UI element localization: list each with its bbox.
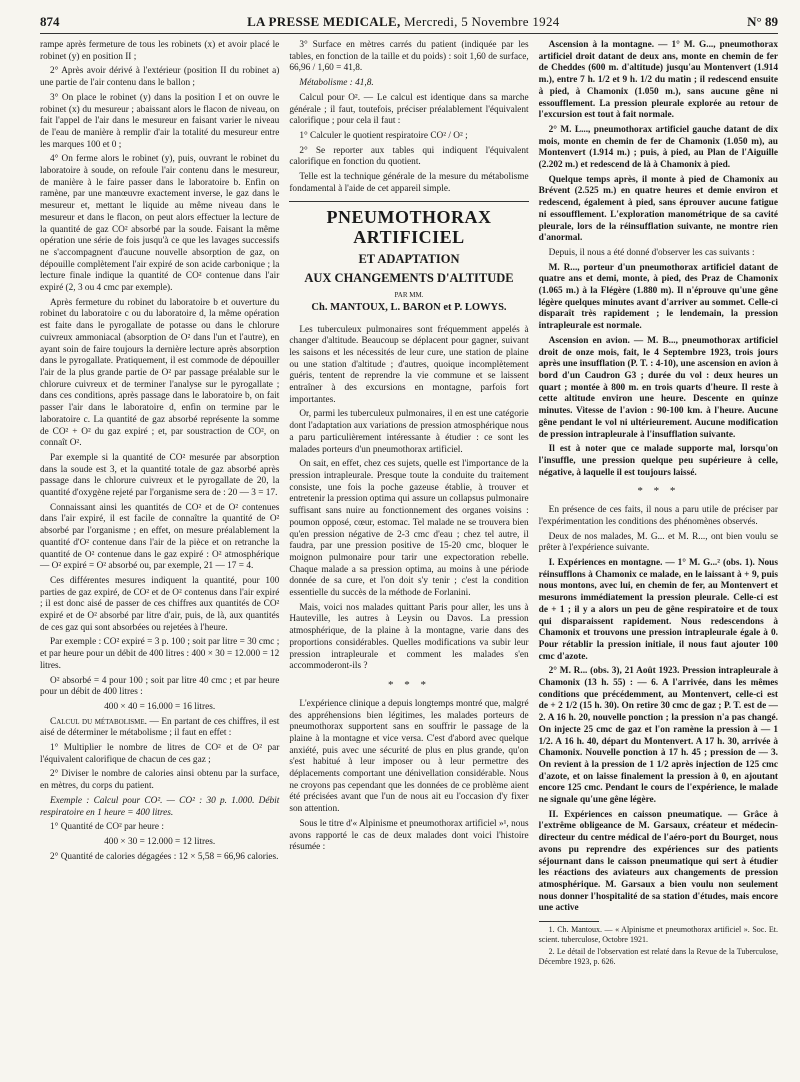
- article-authors: Ch. MANTOUX, L. BARON et P. LOWYS.: [311, 302, 507, 314]
- paragraph: L'expérience clinique a depuis longtemps montré que, malgré des appréhensions bien légitimes, les malades porteurs de pneumothorax supportent sans en souffrir le passage de la plaine à la montagne et vice versa. C'est d'abord avec quelque anxiété, puis avec une sécurité de plus en plus grande, qu'on s'est habitué à leur imposer ou à leur permettre des déplacements comportant une dénivellation considérable. Nous ne croyons pas cependant que les données de ce problème aient été précisées avant que l'un de nous ait eu l'occasion d'y fixer son attention.: [289, 698, 529, 815]
- paragraph: Connaissant ainsi les quantités de CO² et de O² contenues dans l'air expiré, il est facile de connaître la quantité de O² absorbé par l'organisme ; en effet, on mesure préalablement la quantité d'O² contenue dans l'air de la pièce et on retranche la quantité de O² contenue dans le gaz expiré : O² atmosphérique — O² expiré = O² absorbé ou, par exemple, 21 — 17 = 4.: [40, 502, 280, 572]
- paragraph: Telle est la technique générale de la mesure du métabolisme fondamental à l'aide de cet appareil simple.: [289, 172, 529, 194]
- equation: 400 × 30 = 12.000 = 12 litres.: [104, 837, 216, 847]
- paragraph: Deux de nos malades, M. G... et M. R..., ont bien voulu se prêter à l'expérience suivante.: [538, 531, 778, 554]
- paragraph: rampe après fermeture de tous les robinets (x) et avoir placé le robinet (y) en position II ;: [40, 40, 280, 62]
- paragraph: Les tuberculeux pulmonaires sont fréquemment appelés à changer d'altitude. Beaucoup se déplacent pour gagner, suivant les saisons et les nécessités de leur cure, une station de plaine ou une station d'altitude ; d'autres, quoique incomplètement guéris, tentent de reprendre la vie commune et se laissent entraîner à des excursions en montagne, parfois fort importantes.: [289, 324, 529, 405]
- paragraph: Quelque temps après, il monte à pied de Chamonix au Brévent (2.525 m.) en quatre heures et demie environ et redescend, également à pied, sans éprouver aucune fatigue ni essoufflement. L'exploration manométrique de sa cavité pleurale, lors de la réinsufflation suivante, ne montre rien d'anormal.: [538, 174, 778, 244]
- article-subtitle-1: ET ADAPTATION: [358, 252, 460, 267]
- paragraph: 4° On ferme alors le robinet (y), puis, ouvrant le robinet du laboratoire à soude, on refoule l'air contenu dans le mesureur, de manière à le faire passer dans le laboratoire b. Enfin on ramène, par une manœuvre exactement inverse, le gaz dans le mesureur et, mettant le liquide au même niveau dans le mesureur et dans le flacon, on peut alors effectuer la lecture de la quantité de gaz CO² absorbé par la soude. Faisant la même opération une série de fois jusqu'à ce que les lavages successifs ne s'accompagnent d'aucune nouvelle absorption de gaz, on dépouille complètement l'air expiré de son acide carbonique ; la lecture finale indique la quantité de CO² contenue dans l'air expiré (2, 3 ou 4 cmc par exemple).: [40, 154, 280, 294]
- journal-name: LA PRESSE MEDICALE,: [247, 14, 401, 29]
- paragraph: 2° M. L..., pneumothorax artificiel gauche datant de dix mois, monte en chemin de fer de Chamonix (1.050 m), au Montenvert (1.914 m.) ; puis, à pied, au Plan de l'Aiguille (2.202 m.) et redescend de là à Chamonix à pied.: [538, 124, 778, 171]
- paragraph: Ascension à la montagne. — 1° M. G..., pneumothorax artificiel droit datant de deux ans, monte en chemin de fer de Cheddes (600 m. d'altitude) jusqu'au Montenvert (1.914 m.), entre 7 h. 1/2 et 9 h. 1/2 du matin ; il redescend ensuite à pied, à Chamonix (1.050 m.), sans aucune gêne ni essoufflement. La pression pleurale explorée au retour de l'excursion est tout à fait normale.: [538, 40, 778, 121]
- column-2: [289, 40, 528, 969]
- section-intro: — En partant de ces chiffres, il est aisé de déterminer le métabolisme ; il faut en effet :: [40, 716, 280, 739]
- paragraph: Ces différentes mesures indiquent la quantité, pour 100 parties de gaz expiré, de CO² et de O² contenus dans l'air expiré ; il est donc aisé de passer de ces chiffres aux quantités de CO² expiré et de O² absorbé par litre d'air, puis, de là, aux quantités de ces gaz qui sont absorbées ou rejetées à l'heure.: [40, 575, 280, 633]
- calc-section: [40, 717, 279, 740]
- page-number: 874: [40, 14, 60, 29]
- column-1: [40, 40, 279, 969]
- paragraph: 3° Surface en mètres carrés du patient (indiquée par les tables, en fonction de la taille et du poids) : soit 1,60 de surface, 66,96 / 1,60 = 41,8.: [289, 40, 529, 74]
- paragraph: Sous le titre d'« Alpinisme et pneumothorax artificiel »¹, nous avons rapporté le cas de deux malades dont voici l'histoire résumée :: [289, 818, 529, 853]
- article-subtitle-2: AUX CHANGEMENTS D'ALTITUDE: [304, 270, 514, 285]
- paragraph: Par exemple : CO² expiré = 3 p. 100 ; soit par litre = 30 cmc ; et par heure pour un débit de 400 litres : 400 × 30 = 12.000 = 12 litres.: [40, 637, 280, 671]
- paragraph: 2° Diviser le nombre de calories ainsi obtenu par la surface, en mètres, du corps du patient.: [40, 769, 280, 792]
- article-title: PNEUMOTHORAX ARTIFICIEL: [326, 207, 492, 248]
- footnote: 2. Le détail de l'observation est relaté dans la Revue de la Tuberculose, Décembre 1923, p. 626.: [538, 947, 778, 966]
- paragraph: Mais, voici nos malades quittant Paris pour aller, les uns à Hauteville, les autres à Leysin ou Davos. La pression atmosphérique, de la plaine à la montagne, varie dans des proportions considérables. Quelles modifications va subir leur pression intrapleurale et comment les malades s'en accommoderont-ils ?: [289, 602, 529, 672]
- paragraph: II. Expériences en caisson pneumatique. — Grâce à l'extrême obligeance de M. Garsaux, créateur et médecin-directeur du centre médical de l'aéro-port du Bourget, nous avons pu reprendre des expériences sur des patients séjournant dans le caisson pneumatique qui sert à étudier les réactions des aviateurs aux changements de pression atmosphérique. M. Garsaux a bien voulu non seulement nous donner l'hospitalité de sa station d'études, mais encore une active: [538, 809, 778, 914]
- paragraph: 1° Calculer le quotient respiratoire CO² / O² ;: [299, 130, 468, 141]
- section-heading: Calcul du métabolisme.: [50, 716, 148, 727]
- issue-date: Mercredi, 5 Novembre 1924: [404, 14, 560, 29]
- equation: 400 × 40 = 16.000 = 16 litres.: [104, 701, 216, 712]
- paragraph: 2° M. R... (obs. 3), 21 Août 1923. Pression intrapleurale à Chamonix (13 h. 55) : — 6. A l'arrivée, dans les mêmes conditions que précédemment, au Montenvert, celle-ci est de + 2 1/2 (15 h. 30). On retire 30 cmc de gaz ; P. T. est de — 2. A 16 h. 20, nouvelle ponction ; la pression n'a pas changé. On injecte 25 cmc de gaz et l'on ramène la pression à — 1 1/2. A 16 h. 40, départ du Montenvert. A 17 h. 30, arrivée à Chamonix. Nouvelle ponction à 17 h. 45 ; pression de — 3. On revient à la pression de 1 1/2 après injection de 125 cmc d'azote, et on laisse finalement la pression à 0, en ajoutant encore 125 cmc. Pendant le cours de l'expérience, le malade ne signale qu'une gêne légère.: [538, 666, 778, 806]
- section-separator: * * *: [387, 678, 430, 691]
- paragraph: M. R..., porteur d'un pneumothorax artificiel datant de quatre ans et demi, monte, à pied, des Praz de Chamonix (1.065 m.) à la Flégère (1.880 m). Il n'éprouve qu'une gêne légère quelques minutes avant d'arriver au sommet. Celle-ci disparaît très rapidement ; le lendemain, la pression intrapleurale est normale.: [538, 262, 778, 332]
- page-header: [40, 14, 778, 34]
- issue-number: N° 89: [747, 14, 778, 29]
- footnote: 1. Ch. Mantoux. — « Alpinisme et pneumothorax artificiel ». Soc. Et. scient. tuberculose, Octobre 1921.: [538, 925, 778, 944]
- paragraph: 2° Se reporter aux tables qui indiquent l'équivalent calorifique en fonction du quotient.: [289, 145, 529, 168]
- paragraph: Ascension en avion. — M. B..., pneumothorax artificiel droit de onze mois, fait, le 4 Septembre 1923, trois jours après une insufflation (P. T. : 4-10), une ascension en avion à bord d'un Caudron G3 ; durée du vol : deux heures un quart ; montée à 800 m. en trois quarts d'heure. Il reste à cette altitude environ une heure. Descente en quinze minutes. Vitesse de l'avion : 90-100 km. à l'heure. Aucune gêne pendant le vol ni ultérieurement. Aucune modification de pression intrapleurale à l'insufflation suivante.: [538, 335, 778, 440]
- paragraph: Calcul pour O². — Le calcul est identique dans sa marche générale ; il faut, toutefois, préciser préalablement l'équivalent calorifique ; pour cela il faut :: [289, 92, 529, 127]
- paragraph: 2° Quantité de calories dégagées : 12 × 5,58 = 66,96 calories.: [50, 851, 279, 862]
- footnote-divider: [539, 921, 599, 922]
- journal-title: [247, 14, 560, 30]
- paragraph: 3° On place le robinet (y) dans la position I et on ouvre le robinet (x) du mesureur ; abaissant alors le flacon de niveau, on fait l'appel de l'air dans le mesureur en faisant varier le niveau de l'eau de manière à remplir d'air la totalité du mesureur entre les marques 100 et 0 ;: [40, 92, 280, 150]
- paragraph: Métabolisme : 41,8.: [299, 78, 374, 89]
- paragraph: 2° Après avoir dérivé à l'extérieur (position II du robinet a) une partie de l'air contenu dans le ballon ;: [40, 66, 280, 89]
- paragraph: O² absorbé = 4 pour 100 ; soit par litre 40 cmc ; et par heure pour un débit de 400 litres :: [40, 675, 280, 698]
- divider: [289, 201, 528, 202]
- paragraph: Il est à noter que ce malade supporte mal, lorsqu'on l'insuffle, une pression quelque peu supérieure à celle, négative, à laquelle il est toujours laissé.: [538, 444, 778, 478]
- paragraph: Depuis, il nous a été donné d'observer les cas suivants :: [548, 247, 755, 258]
- paragraph: 1° Multiplier le nombre de litres de CO² et de O² par l'équivalent calorifique de chacun de ces gaz ;: [40, 743, 280, 765]
- paragraph: 1° Quantité de CO² par heure :: [50, 822, 164, 833]
- paragraph: Exemple : Calcul pour CO². — CO² : 30 p. 1.000. Débit respiratoire en 1 heure = 400 litres.: [40, 795, 280, 818]
- paragraph: Par exemple si la quantité de CO² mesurée par absorption dans la soude est 3, et la quantité totale de gaz absorbé après passage dans le chlorure cuivreux et le pyrogallate de 20, la quantité d'oxygène rejeté par l'organisme sera de : 20 — 3 = 17.: [40, 452, 280, 499]
- paragraph: Or, parmi les tuberculeux pulmonaires, il en est une catégorie dont l'adaptation aux variations de pression atmosphérique nous a paru particulièrement intéressante à étudier : ce sont les malades porteurs d'un pneumothorax artificiel.: [289, 409, 529, 455]
- paragraph: Après fermeture du robinet du laboratoire b et ouverture du robinet du laboratoire c ou du laboratoire d, la même opération est faite dans le pyrogallate de potasse ou dans le chlorure cuivreux ammoniacal (absorption de O² dans l'un et l'autre), en ayant soin de faire toujours la dernière lecture après absorption dans le pyrogallate. Pratiquement, il est commode de dépouiller l'air de la plus grande partie de O² par passage préalable sur le chlorure cuivreux et de terminer l'analyse sur le pyrogallate ; dans ces conditions, après passage dans le laboratoire b, on fait passer l'air dans le laboratoire d, enfin on termine par le laboratoire c. La quantité de gaz absorbé représente la somme de CO² + O² du gaz expiré ; et, par soustraction de CO², on connaît O².: [40, 297, 280, 449]
- column-3: [539, 40, 778, 969]
- text-columns: [40, 40, 778, 969]
- paragraph: I. Expériences en montagne. — 1° M. G...² (obs. 1). Nous réinsufflons à Chamonix ce malade, en le laissant à + 9, puis nous montons, avec lui, en chemin de fer, au Montenvert et mesurons immédiatement la pression pleurale. Celle-ci est de + 1 ; il y a alors un peu de gêne respiratoire et de toux qui disparaissent rapidement. Nous redescendons à Chamonix et trouvons une pression intrapleurale égale à 0. Pour rétablir la pression initiale, il nous faut ajouter 100 cmc d'azote.: [538, 557, 778, 662]
- par-mm: PAR MM.: [394, 290, 424, 299]
- section-separator: * * *: [637, 485, 680, 498]
- paragraph: En présence de ces faits, il nous a paru utile de préciser par l'expérimentation les conditions des phénomènes observés.: [538, 505, 778, 527]
- paragraph: On sait, en effet, chez ces sujets, quelle est l'importance de la pression intrapleurale. Presque toute la conduite du traitement consiste, une fois la poche gazeuse établie, à trouver et entretenir la pression optima qui assure un collapsus pulmonaire suffisant sans nuire au fonctionnement des organes voisins : poumon opposé, cœur, estomac. Tel malade ne se trouvera bien qu'en pression négative de 2-3 cmc d'eau ; chez tel autre, il faudra, par une pression positive de 15-20 cmc, bloquer le moignon pulmonaire pour tarir une expectoration rebelle. Chaque malade a sa pression optima, au moins à une période donnée de sa cure, et l'on doit s'y tenir ; c'est la condition essentielle du succès de la méthode de Forlanini.: [289, 459, 529, 599]
